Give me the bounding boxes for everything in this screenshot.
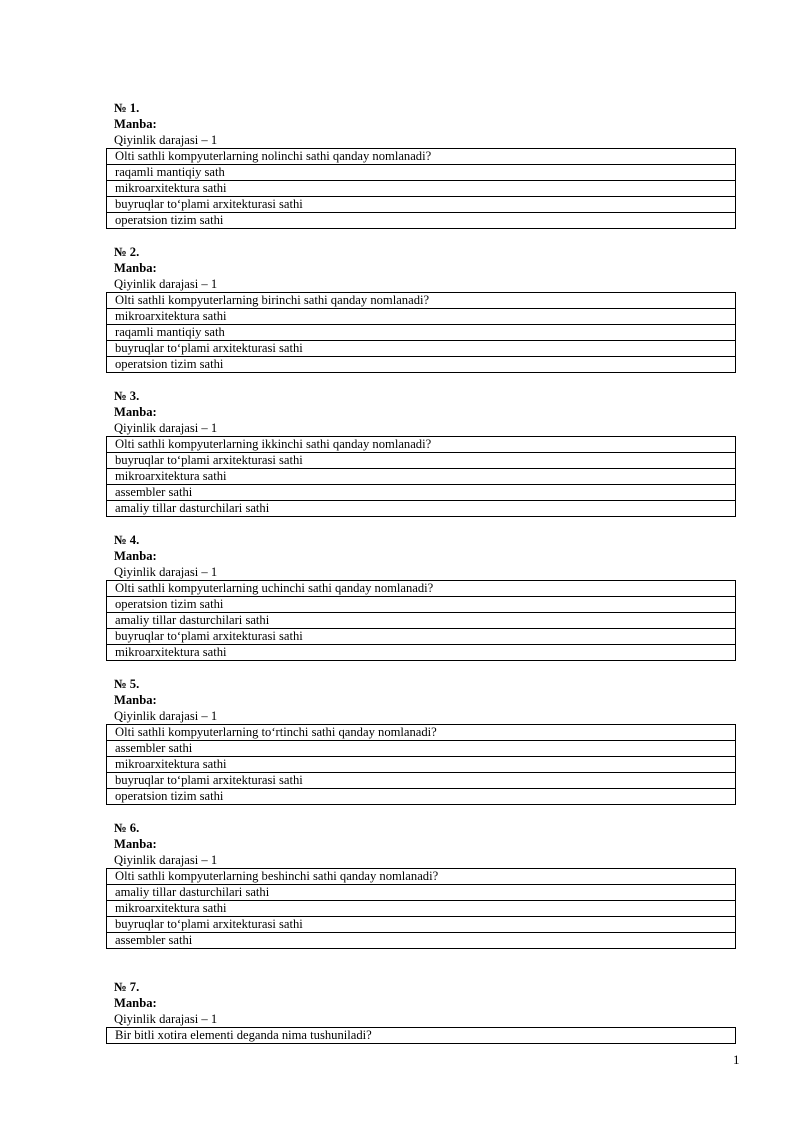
question-number: № 2. — [114, 245, 140, 259]
answer-option: buyruqlar to‘plami arxitekturasi sathi — [107, 773, 736, 789]
answer-option: amaliy tillar dasturchilari sathi — [107, 501, 736, 517]
source-label: Manba: — [114, 996, 157, 1010]
question-block-5 — [106, 676, 736, 805]
question-block-3 — [106, 388, 736, 517]
answer-option: buyruqlar to‘plami arxitekturasi sathi — [107, 197, 736, 213]
source-label: Manba: — [114, 837, 157, 851]
source-label: Manba: — [114, 405, 157, 419]
question-text: Olti sathli kompyuterlarning ikkinchi sathi qanday nomlanadi? — [107, 437, 736, 453]
question-block-7 — [106, 979, 736, 1044]
answer-option: assembler sathi — [107, 485, 736, 501]
question-table — [106, 292, 736, 373]
difficulty-level: Qiyinlik darajasi – 1 — [114, 1012, 218, 1026]
answer-option: mikroarxitektura sathi — [107, 309, 736, 325]
page-number: 1 — [733, 1052, 740, 1067]
answer-option: raqamli mantiqiy sath — [107, 325, 736, 341]
question-table — [106, 148, 736, 229]
answer-option: buyruqlar to‘plami arxitekturasi sathi — [107, 917, 736, 933]
difficulty-level: Qiyinlik darajasi – 1 — [114, 709, 218, 723]
answer-option: operatsion tizim sathi — [107, 789, 736, 805]
answer-option: assembler sathi — [107, 741, 736, 757]
answer-option: assembler sathi — [107, 933, 736, 949]
question-number: № 6. — [114, 821, 140, 835]
answer-option: amaliy tillar dasturchilari sathi — [107, 885, 736, 901]
answer-option: raqamli mantiqiy sath — [107, 165, 736, 181]
question-number: № 5. — [114, 677, 140, 691]
answer-option: buyruqlar to‘plami arxitekturasi sathi — [107, 341, 736, 357]
question-table — [106, 580, 736, 661]
answer-option: operatsion tizim sathi — [107, 213, 736, 229]
answer-option: mikroarxitektura sathi — [107, 181, 736, 197]
question-block-1 — [106, 100, 736, 229]
source-label: Manba: — [114, 549, 157, 563]
question-text: Olti sathli kompyuterlarning uchinchi sathi qanday nomlanadi? — [107, 581, 736, 597]
answer-option: buyruqlar to‘plami arxitekturasi sathi — [107, 453, 736, 469]
answer-option: mikroarxitektura sathi — [107, 469, 736, 485]
question-number: № 3. — [114, 389, 140, 403]
difficulty-level: Qiyinlik darajasi – 1 — [114, 421, 218, 435]
answer-option: mikroarxitektura sathi — [107, 901, 736, 917]
question-table — [106, 1027, 736, 1044]
question-number: № 1. — [114, 101, 140, 115]
source-label: Manba: — [114, 261, 157, 275]
answer-option: mikroarxitektura sathi — [107, 645, 736, 661]
source-label: Manba: — [114, 693, 157, 707]
question-table — [106, 868, 736, 949]
question-text: Olti sathli kompyuterlarning to‘rtinchi sathi qanday nomlanadi? — [107, 725, 736, 741]
difficulty-level: Qiyinlik darajasi – 1 — [114, 277, 218, 291]
question-block-4 — [106, 532, 736, 661]
answer-option: operatsion tizim sathi — [107, 357, 736, 373]
question-number: № 7. — [114, 980, 140, 994]
question-text: Bir bitli xotira elementi deganda nima tushuniladi? — [107, 1028, 736, 1044]
answer-option: mikroarxitektura sathi — [107, 757, 736, 773]
question-text: Olti sathli kompyuterlarning nolinchi sathi qanday nomlanadi? — [107, 149, 736, 165]
answer-option: operatsion tizim sathi — [107, 597, 736, 613]
difficulty-level: Qiyinlik darajasi – 1 — [114, 853, 218, 867]
question-table — [106, 724, 736, 805]
answer-option: buyruqlar to‘plami arxitekturasi sathi — [107, 629, 736, 645]
question-table — [106, 436, 736, 517]
question-block-6 — [106, 820, 736, 949]
question-number: № 4. — [114, 533, 140, 547]
difficulty-level: Qiyinlik darajasi – 1 — [114, 133, 218, 147]
question-text: Olti sathli kompyuterlarning beshinchi sathi qanday nomlanadi? — [107, 869, 736, 885]
question-block-2 — [106, 244, 736, 373]
difficulty-level: Qiyinlik darajasi – 1 — [114, 565, 218, 579]
question-text: Olti sathli kompyuterlarning birinchi sathi qanday nomlanadi? — [107, 293, 736, 309]
answer-option: amaliy tillar dasturchilari sathi — [107, 613, 736, 629]
source-label: Manba: — [114, 117, 157, 131]
